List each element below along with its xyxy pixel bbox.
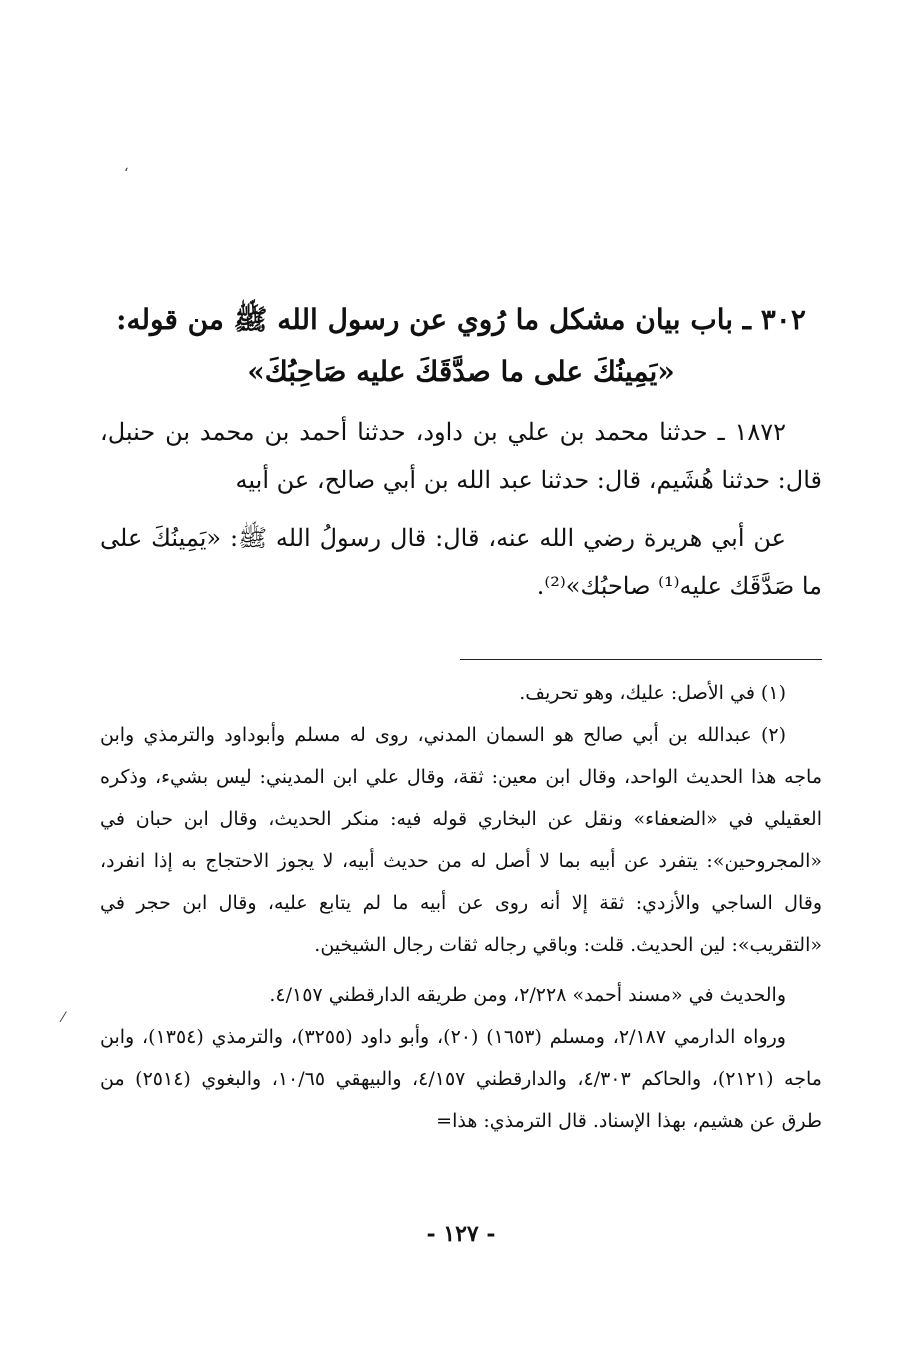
stray-mark: ⁄ xyxy=(62,1010,65,1026)
chapter-heading-line-1: ٣٠٢ ـ باب بيان مشكل ما رُوي عن رسول الله ﷺ من قوله: xyxy=(116,303,806,336)
chapter-heading xyxy=(100,294,822,398)
hadith-isnad: ١٨٧٢ ـ حدثنا محمد بن علي بن داود، حدثنا أحمد بن محمد بن حنبل، قال: حدثنا هُشَيم، قال: حدثنا عبد الله بن أبي صالح، عن أبيه xyxy=(100,418,822,494)
book-page xyxy=(100,0,822,1361)
footnote-separator xyxy=(460,659,822,660)
footnotes xyxy=(100,672,822,1142)
hadith-text xyxy=(100,408,822,610)
stray-mark: ʻ xyxy=(124,166,129,182)
hadith-matn: عن أبي هريرة رضي الله عنه، قال: قال رسولُ الله ﷺ: «يَمِينُكَ على ما صَدَّقَك عليه⁽¹⁾ صاحبُك»⁽²⁾. xyxy=(100,524,822,600)
footnote-sources: ورواه الدارمي ٢/١٨٧، ومسلم (١٦٥٣) (٢٠)، وأبو داود (٣٢٥٥)، والترمذي (١٣٥٤)، وابن ماجه (٢١٢١)، والحاكم ٤/٣٠٣، والدارقطني ٤/١٥٧، والبيهقي ١٠/٦٥، والبغوي (٢٥١٤) من طرق عن هشيم، بهذا الإسناد. قال الترمذي: هذا= xyxy=(100,1026,822,1132)
footnote-musnad: والحديث في «مسند أحمد» ٢/٢٢٨، ومن طريقه الدارقطني ٤/١٥٧. xyxy=(269,984,786,1006)
chapter-heading-line-2: «يَمِينُكَ على ما صدَّقَكَ عليه صَاحِبُكَ» xyxy=(247,355,675,388)
footnote-1: (١) في الأصل: عليك، وهو تحريف. xyxy=(519,682,786,704)
page-number: - ١٢٧ - xyxy=(426,1221,496,1247)
footnote-2: (٢) عبدالله بن أبي صالح هو السمان المدني، روى له مسلم وأبوداود والترمذي وابن ماجه هذا الحديث الواحد، وقال ابن معين: ثقة، وقال علي ابن المديني: ليس بشيء، وذكره العقيلي في «الضعفاء» ونقل عن البخاري قوله فيه: منكر الحديث، وقال ابن حبان في «المجروحين»: يتفرد عن أبيه بما لا أصل له من حديث أبيه، لا يجوز الاحتجاج به إذا انفرد، وقال الساجي والأزدي: ثقة إلا أنه روى عن أبيه ما لم يتابع عليه، وقال ابن حجر في «التقريب»: لين الحديث. قلت: وباقي رجاله ثقات رجال الشيخين. xyxy=(100,724,822,956)
